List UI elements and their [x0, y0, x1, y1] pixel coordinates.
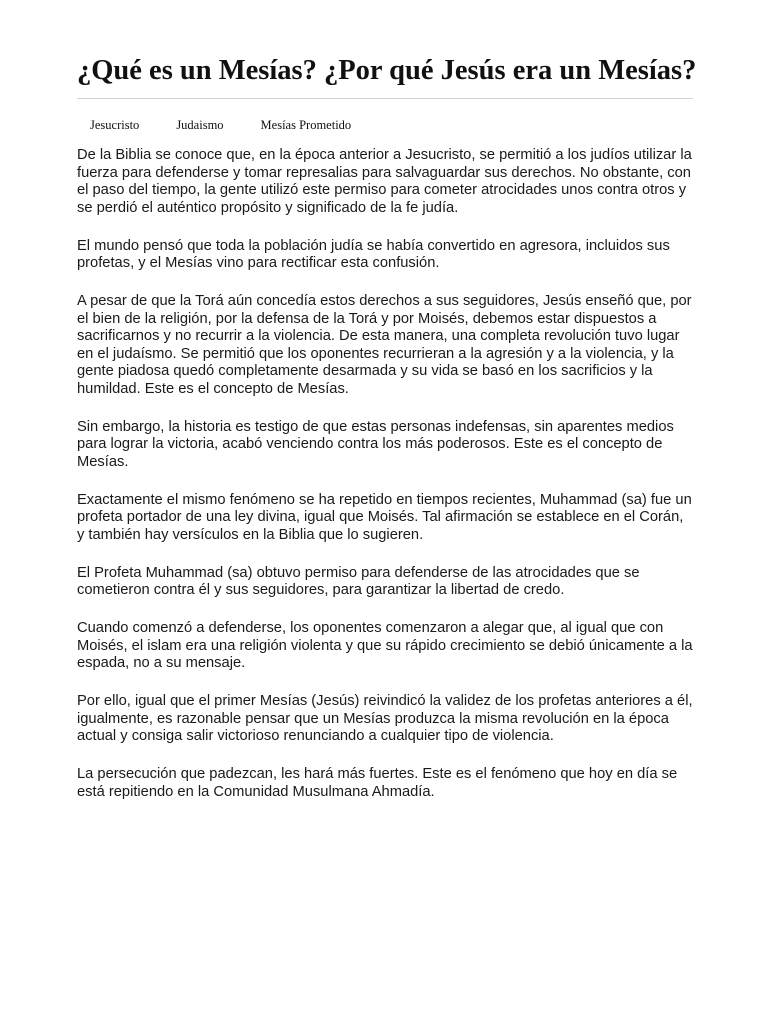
tag-list [77, 118, 693, 133]
article-body [77, 147, 693, 801]
paragraph: El Profeta Muhammad (sa) obtuvo permiso para defenderse de las atrocidades que se cometieron contra él y sus seguidores, para garantizar la libertad de credo. [77, 564, 640, 598]
paragraph: Por ello, igual que el primer Mesías (Jesús) reivindicó la validez de los profetas anteriores a él, igualmente, es razonable pensar que un Mesías produzca la misma revolución en la época actual y consiga salir victorioso renunciando a cualquier tipo de violencia. [77, 693, 693, 744]
tag-judaismo[interactable]: Judaismo [176, 118, 224, 132]
article [77, 0, 697, 822]
tag-mesias-prometido[interactable]: Mesías Prometido [260, 118, 352, 132]
article-title: ¿Qué es un Mesías? ¿Por qué Jesús era un Mesías? [77, 55, 697, 86]
paragraph: Sin embargo, la historia es testigo de que estas personas indefensas, sin aparentes medios para lograr la victoria, acabó venciendo contra los más poderosos. Este es el concepto de Mesías. [77, 418, 674, 470]
paragraph: Cuando comenzó a defenderse, los oponentes comenzaron a alegar que, al igual que con Moisés, el islam era una religión violenta y que su rápido crecimiento se debió únicamente a la espada, no a su mensaje. [77, 620, 693, 671]
paragraph: El mundo pensó que toda la población judía se había convertido en agresora, incluidos sus profetas, y el Mesías vino para rectificar esta confusión. [77, 237, 670, 271]
paragraph: La persecución que padezcan, les hará más fuertes. Este es el fenómeno que hoy en día se está repitiendo en la Comunidad Musulmana Ahmadía. [77, 766, 678, 800]
paragraph: Exactamente el mismo fenómeno se ha repetido en tiempos recientes, Muhammad (sa) fue un profeta portador de una ley divina, igual que Moisés. Tal afirmación se establece en el Corán, y también hay versículos en la Biblia que lo sugieren. [77, 491, 692, 543]
tag-jesucristo[interactable]: Jesucristo [90, 118, 140, 132]
paragraph: A pesar de que la Torá aún concedía estos derechos a sus seguidores, Jesús enseñó que, por el bien de la religión, por la defensa de la Torá y por Moisés, debemos estar dispuestos a sacrificarnos y no recurrir a la violencia. De esta manera, una completa revolución tuvo lugar en el judaísmo. Se permitió que los oponentes recurrieran a la agresión y a la violencia, y la gente piadosa quedó completamente desarmada y su vida se basó en los sacrificios y la humildad. Este es el concepto de Mesías. [77, 293, 692, 397]
title-divider [77, 98, 693, 99]
paragraph: De la Biblia se conoce que, en la época anterior a Jesucristo, se permitió a los judíos utilizar la fuerza para defenderse y tomar represalias para salvaguardar sus derechos. No obstante, con el paso del tiempo, la gente utilizó este permiso para cometer atrocidades unos contra otros y se perdió el auténtico propósito y significado de la fe judía. [77, 147, 692, 216]
